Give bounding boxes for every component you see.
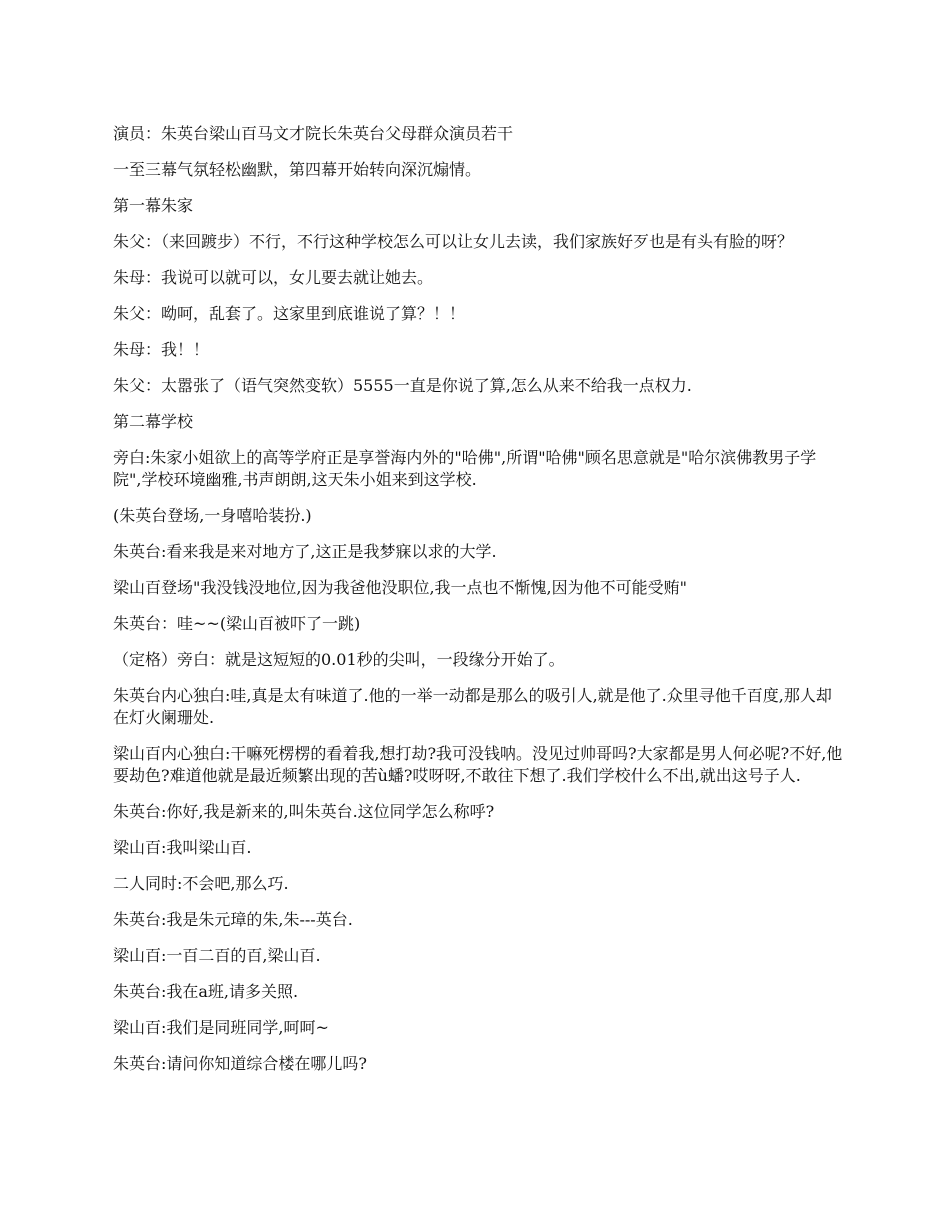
- narration-line: （定格）旁白：就是这短短的0.01秒的尖叫，一段缘分开始了。: [113, 650, 565, 669]
- dialogue-line: 朱英台:请问你知道综合楼在哪儿吗?: [113, 1054, 367, 1073]
- dialogue-line: 梁山百登场"我没钱没地位,因为我爸他没职位,我一点也不惭愧,因为他不可能受贿": [113, 578, 687, 597]
- dialogue-line: 梁山百:我叫梁山百.: [113, 838, 252, 857]
- paragraph-mood-note: 一至三幕气氛轻松幽默，第四幕开始转向深沉煽情。: [113, 160, 482, 179]
- paragraph-cast-list: 演员：朱英台梁山百马文才院长朱英台父母群众演员若干: [113, 124, 514, 143]
- stage-direction: (朱英台登场,一身嘻哈装扮.): [113, 506, 312, 525]
- dialogue-line: 朱英台:你好,我是新来的,叫朱英台.这位同学怎么称呼?: [113, 802, 495, 821]
- dialogue-line: 朱英台:看来我是来对地方了,这正是我梦寐以求的大学.: [113, 542, 497, 561]
- monologue-line: 朱英台内心独白:哇,真是太有味道了.他的一举一动都是那么的吸引人,就是他了.众里寻他千百度,那人却在灯火阑珊处.: [113, 686, 832, 727]
- dialogue-line: 朱英台:我在a班,请多关照.: [113, 982, 299, 1001]
- scene-heading-act-2: 第二幕学校: [113, 412, 194, 431]
- narration-line: 旁白:朱家小姐欲上的高等学府正是享誉海内外的"哈佛",所谓"哈佛"顾名思意就是"哈尔滨佛教男子学院",学校环境幽雅,书声朗朗,这天朱小姐来到这学校.: [113, 448, 817, 489]
- dialogue-line: 朱父：太嚣张了（语气突然变软）5555一直是你说了算,怎么从来不给我一点权力.: [113, 376, 692, 395]
- scene-heading-act-1: 第一幕朱家: [113, 196, 194, 215]
- dialogue-line: 朱英台：哇~~(梁山百被吓了一跳): [113, 614, 361, 633]
- dialogue-line: 朱父：呦呵，乱套了。这家里到底谁说了算？！！: [113, 304, 466, 323]
- monologue-line: 梁山百内心独白:干嘛死楞楞的看着我,想打劫?我可没钱呐。没见过帅哥吗?大家都是男人何必呢?不好,他要劫色?难道他就是最近频繁出现的苦ù蟠?哎呀呀,不敢往下想了.我们学校什么不出,就出这号子人.: [113, 744, 843, 785]
- document-body: [113, 123, 843, 1089]
- dialogue-line: 梁山百:我们是同班同学,呵呵~: [113, 1018, 329, 1037]
- dialogue-line: 朱母：我说可以就可以，女儿要去就让她去。: [113, 268, 434, 287]
- dialogue-line: 二人同时:不会吧,那么巧.: [113, 874, 289, 893]
- dialogue-line: 朱母：我！！: [113, 340, 210, 359]
- dialogue-line: 朱英台:我是朱元璋的朱,朱---英台.: [113, 910, 353, 929]
- dialogue-line: 朱父：（来回踱步）不行，不行这种学校怎么可以让女儿去读，我们家族好歹也是有头有脸的呀？: [113, 232, 794, 251]
- dialogue-line: 梁山百:一百二百的百,梁山百.: [113, 946, 321, 965]
